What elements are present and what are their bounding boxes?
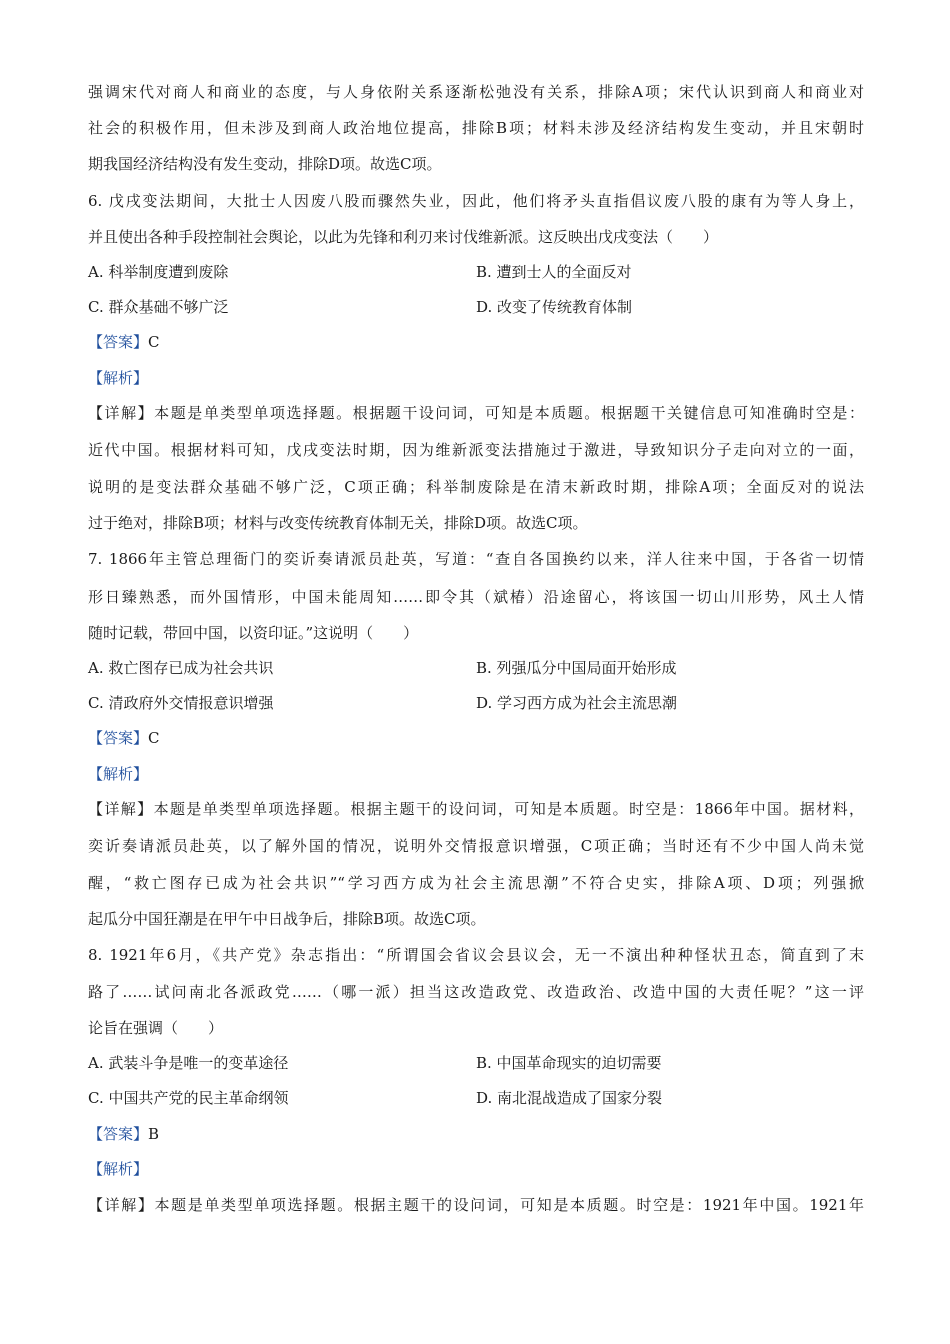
q6-stem-line-2: 并且使出各种手段控制社会舆论，以此为先锋和利刃来讨伐维新派。这反映出戊戌变法（ ） (88, 228, 719, 246)
q6-option-a: A. 科举制度遭到废除 (88, 263, 229, 281)
detail-text: 本题是单类型单项选择题。根据题干设问词，可知是本质题。根据题干关键信息可知准确时空是： (154, 404, 864, 422)
q6-option-c: C. 群众基础不够广泛 (88, 298, 229, 316)
q7-detail-line-3: 醒，“救亡图存已成为社会共识”“学习西方成为社会主流思潮”不符合史实，排除A项、D项；列强掀 (88, 874, 864, 892)
answer-tag: 【答案】 (88, 333, 149, 351)
q7-stem-line-2: 形日臻熟悉，而外国情形，中国未能周知……即令其（斌椿）沿途留心，将该国一切山川形势，风土人情 (88, 588, 864, 606)
q7-option-d: D. 学习西方成为社会主流思潮 (476, 694, 678, 712)
analysis-tag: 【解析】 (88, 369, 149, 387)
q8-option-b: B. 中国革命现实的迫切需要 (476, 1054, 662, 1072)
q8-stem-line-1: 8. 1921年6月，《共产党》杂志指出：“所谓国会省议会县议会，无一不演出种种怪状丑态，简直到了末 (88, 946, 864, 964)
q6-detail-line-1 (88, 403, 864, 423)
detail-tag: 【详解】 (88, 404, 155, 422)
q7-detail-line-2: 奕䜣奏请派员赴英，以了解外国的情况，说明外交情报意识增强，C项正确；当时还有不少中国人尚未觉 (88, 837, 864, 855)
q7-detail-line-1 (88, 799, 864, 819)
q7-option-c: C. 清政府外交情报意识增强 (88, 694, 274, 712)
analysis-tag: 【解析】 (88, 1160, 149, 1178)
detail-tag: 【详解】 (88, 1196, 155, 1214)
q6-detail-line-2: 近代中国。根据材料可知，戊戌变法时期，因为维新派变法措施过于激进，导致知识分子走向对立的一面， (88, 441, 864, 459)
q7-answer (88, 728, 160, 748)
q6-stem-line-1: 6. 戊戌变法期间，大批士人因废八股而骤然失业，因此，他们将矛头直指倡议废八股的康有为等人身上， (88, 192, 864, 210)
q8-analysis-heading (88, 1159, 148, 1179)
q5-analysis-line-1: 强调宋代对商人和商业的态度，与人身依附关系逐渐松弛没有关系，排除A项；宋代认识到商人和商业对 (88, 83, 864, 101)
q6-answer (88, 332, 160, 352)
q8-stem-line-3: 论旨在强调（ ） (88, 1019, 224, 1037)
q5-analysis-line-2: 社会的积极作用，但未涉及到商人政治地位提高，排除B项；材料未涉及经济结构发生变动，并且宋朝时 (88, 119, 864, 137)
q8-detail-line-1 (88, 1195, 864, 1215)
detail-tag: 【详解】 (88, 800, 154, 818)
q7-stem-line-1: 7. 1866年主管总理衙门的奕䜣奏请派员赴英，写道：“查自各国换约以来，洋人往来中国，于各省一切情 (88, 550, 864, 568)
q8-answer (88, 1124, 159, 1144)
q7-option-b: B. 列强瓜分中国局面开始形成 (476, 659, 677, 677)
q8-option-c: C. 中国共产党的民主革命纲领 (88, 1089, 289, 1107)
detail-text: 本题是单类型单项选择题。根据主题干的设问词，可知是本质题。时空是：1921年中国。1921年 (154, 1196, 864, 1214)
q8-option-d: D. 南北混战造成了国家分裂 (476, 1089, 663, 1107)
q8-stem-line-2: 路了……试问南北各派政党……（哪一派）担当这改造政党、改造政治、改造中国的大责任呢？”这一评 (88, 983, 864, 1001)
q7-option-a: A. 救亡图存已成为社会共识 (88, 659, 274, 677)
q6-detail-line-3: 说明的是变法群众基础不够广泛，C项正确；科举制废除是在清末新政时期，排除A项；全面反对的说法 (88, 478, 864, 496)
analysis-tag: 【解析】 (88, 765, 149, 783)
answer-value: C (148, 333, 160, 351)
q7-detail-line-4: 起瓜分中国狂潮是在甲午中日战争后，排除B项。故选C项。 (88, 910, 486, 928)
q6-option-b: B. 遭到士人的全面反对 (476, 263, 632, 281)
q7-stem-line-3: 随时记载，带回中国，以资印证。”这说明（ ） (88, 624, 419, 642)
q5-analysis-line-3: 期我国经济结构没有发生变动，排除D项。故选C项。 (88, 155, 442, 173)
answer-value: C (148, 729, 160, 747)
q7-analysis-heading (88, 764, 148, 784)
detail-text: 本题是单类型单项选择题。根据主题干的设问词，可知是本质题。时空是：1866年中国。据材料， (153, 800, 864, 818)
q6-detail-line-4: 过于绝对，排除B项；材料与改变传统教育体制无关，排除D项。故选C项。 (88, 514, 588, 532)
q6-option-d: D. 改变了传统教育体制 (476, 298, 633, 316)
answer-tag: 【答案】 (88, 1125, 149, 1143)
q8-option-a: A. 武装斗争是唯一的变革途径 (88, 1054, 289, 1072)
q6-analysis-heading (88, 368, 148, 388)
answer-tag: 【答案】 (88, 729, 149, 747)
answer-value: B (148, 1125, 160, 1143)
